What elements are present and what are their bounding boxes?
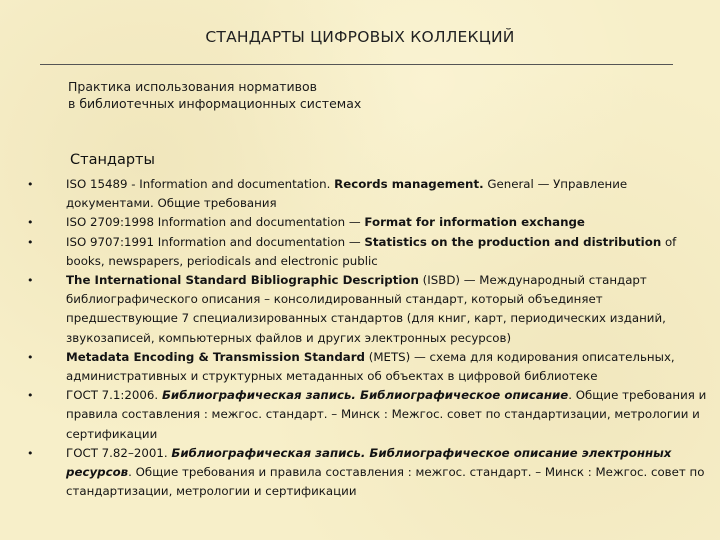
list-item — [26, 386, 712, 444]
list-item-text — [66, 213, 712, 232]
list-item-text — [66, 444, 712, 502]
item-prefix: ГОСТ 7.82–2001. — [66, 445, 172, 460]
list-item-text — [66, 175, 712, 213]
item-suffix: of books, newspapers, periodicals and electronic public — [66, 234, 677, 268]
bullet-icon: • — [27, 235, 34, 249]
item-prefix: ISO 15489 - Information and documentation. — [66, 177, 335, 191]
list-item — [26, 175, 712, 213]
list-item — [26, 444, 712, 502]
subtitle — [68, 78, 361, 112]
bullet-icon: • — [27, 178, 34, 191]
title-divider — [40, 64, 673, 65]
item-emphasis: Statistics on the production and distribution — [364, 234, 662, 249]
item-suffix: General — Управление документами. Общие требования — [66, 177, 628, 211]
item-suffix: . Общие требования и правила составления : межгос. стандарт. – Минск : Межгос. совет по стандартизации, метрологии и сертификации — [66, 388, 707, 441]
bullet-icon: • — [27, 446, 34, 460]
list-item — [26, 271, 712, 348]
list-item-text — [66, 348, 712, 386]
list-item-text — [66, 271, 712, 348]
list-item — [26, 213, 712, 232]
page-title: СТАНДАРТЫ ЦИФРОВЫХ КОЛЛЕКЦИЙ — [205, 28, 515, 46]
item-prefix: ISO 2709:1998 Information and documentation — — [66, 215, 365, 230]
item-emphasis: Records management. — [334, 177, 484, 191]
subtitle-line-1: Практика использования нормативов — [68, 79, 318, 94]
item-suffix: . Общие требования и правила составления : межгос. стандарт. – Минск : Межгос. совет по стандартизации, метрологии и сертификации — [66, 465, 705, 499]
item-emphasis: Библиографическая запись. Библиографическое описание — [161, 388, 569, 403]
bullet-icon: • — [27, 216, 34, 230]
section-heading: Стандарты — [70, 152, 155, 168]
item-emphasis: Библиографическая запись. Библиографическое описание электронных ресурсов — [66, 445, 672, 480]
item-emphasis: Metadata Encoding & Transmission Standard — [66, 349, 365, 364]
item-emphasis: The International Standard Bibliographic Description — [66, 273, 419, 288]
bullet-icon: • — [27, 350, 34, 364]
list-item — [26, 233, 712, 271]
subtitle-line-2: в библиотечных информационных системах — [68, 96, 362, 111]
list-item-text — [66, 233, 712, 271]
list-item — [26, 348, 712, 386]
item-prefix: ISO 9707:1991 Information and documentation — — [66, 234, 365, 249]
bullet-icon: • — [27, 274, 34, 288]
list-item-text — [66, 386, 712, 444]
item-emphasis: Format for information exchange — [364, 215, 585, 230]
standards-list — [26, 175, 712, 501]
bullet-icon: • — [27, 389, 34, 403]
item-suffix: (METS) — схема для кодирования описательных, административных и структурных метаданных об объектах в цифровой библиотеке — [66, 349, 675, 384]
item-prefix: ГОСТ 7.1:2006. — [66, 388, 162, 403]
item-suffix: (ISBD) — Международный стандарт библиографического описания – консолидированный стандарт, который объединяет предшествующие 7 специализированных стандартов (для книг, карт, периодических изданий, звукозаписей, компьютерных файлов и других электронных ресурсов) — [66, 273, 666, 345]
